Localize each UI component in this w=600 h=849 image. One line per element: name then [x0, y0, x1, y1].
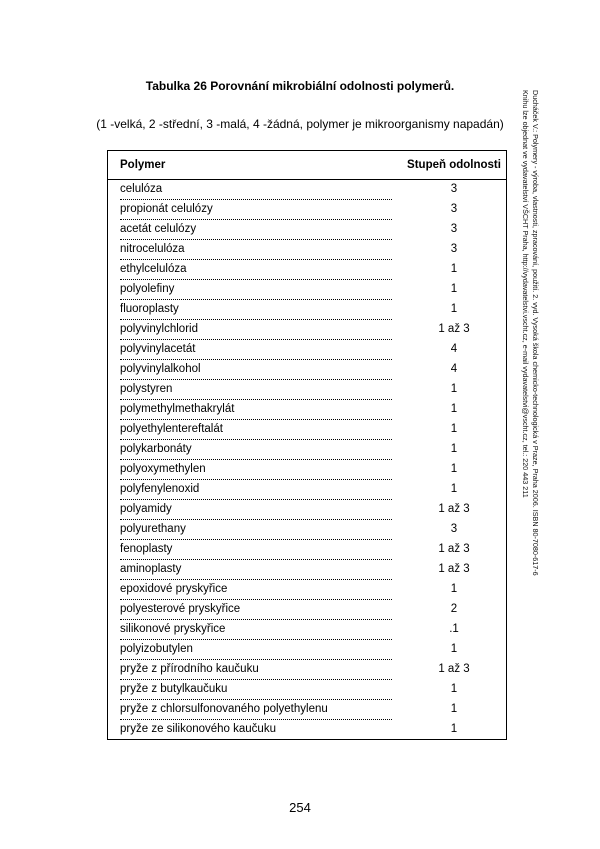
table-row [108, 680, 506, 700]
table-row [108, 200, 506, 220]
table-row [108, 440, 506, 460]
resistance-degree: 4 [450, 363, 458, 375]
table-row [108, 700, 506, 720]
table-row [108, 280, 506, 300]
resistance-degree: 3 [450, 523, 458, 535]
resistance-degree: 1 až 3 [438, 543, 470, 555]
table-row [108, 480, 506, 500]
table-row [108, 660, 506, 680]
polymer-name: polykarbonáty [120, 440, 392, 460]
resistance-degree: 3 [450, 203, 458, 215]
table-legend: (1 -velká, 2 -střední, 3 -malá, 4 -žádná, polymer je mikroorganismy napadán) [96, 117, 504, 131]
table-row [108, 500, 506, 520]
table-row [108, 720, 506, 740]
resistance-degree: 1 [450, 723, 458, 735]
polymer-name: ethylcelulóza [120, 260, 392, 280]
polymer-name: polyfenylenoxid [120, 480, 392, 500]
table-row [108, 400, 506, 420]
polymer-name: celulóza [120, 180, 392, 200]
polymer-name: pryže ze silikonového kaučuku [120, 720, 392, 740]
polymer-name: polymethylmethakrylát [120, 400, 392, 420]
citation-line-2: Knihu lze objednat ve vydavatelství VŠCHT Praha, http://vydavatelstvi.vscht.cz, e-mail vydavatelstvi@vscht.cz, tel.: 220 443 211 [521, 90, 530, 498]
table-title: Tabulka 26 Porovnání mikrobiální odolnosti polymerů. [145, 79, 455, 93]
resistance-degree: 1 až 3 [438, 323, 470, 335]
resistance-degree: 4 [450, 343, 458, 355]
polymer-name: fenoplasty [120, 540, 392, 560]
resistance-table [107, 150, 507, 740]
polymer-name: polyurethany [120, 520, 392, 540]
table-row [108, 520, 506, 540]
polymer-name: pryže z přírodního kaučuku [120, 660, 392, 680]
table-row [108, 460, 506, 480]
polymer-name: polyamidy [120, 500, 392, 520]
table-row [108, 600, 506, 620]
polymer-name: silikonové pryskyřice [120, 620, 392, 640]
resistance-degree: 1 [450, 463, 458, 475]
table-row [108, 560, 506, 580]
polymer-name: polyvinylalkohol [120, 360, 392, 380]
table-row [108, 340, 506, 360]
resistance-degree: 1 [450, 483, 458, 495]
polymer-name: acetát celulózy [120, 220, 392, 240]
polymer-name: polyvinylchlorid [120, 320, 392, 340]
polymer-name: polystyren [120, 380, 392, 400]
table-row [108, 360, 506, 380]
resistance-degree: 3 [450, 183, 458, 195]
resistance-degree: 3 [450, 243, 458, 255]
resistance-degree: 1 až 3 [438, 563, 470, 575]
resistance-degree: 1 [450, 643, 458, 655]
table-row [108, 380, 506, 400]
resistance-degree: 2 [450, 603, 458, 615]
table-row [108, 620, 506, 640]
polymer-name: fluoroplasty [120, 300, 392, 320]
table-row [108, 420, 506, 440]
polymer-name: propionát celulózy [120, 200, 392, 220]
resistance-degree: 1 [450, 423, 458, 435]
resistance-degree: .1 [449, 623, 459, 635]
table-header [108, 151, 506, 180]
polymer-name: polyethylentereftalát [120, 420, 392, 440]
resistance-degree: 1 až 3 [438, 503, 470, 515]
polymer-name: pryže z butylkaučuku [120, 680, 392, 700]
polymer-name: polyoxymethylen [120, 460, 392, 480]
resistance-degree: 1 [450, 283, 458, 295]
table-row [108, 300, 506, 320]
table-row [108, 240, 506, 260]
resistance-degree: 1 [450, 263, 458, 275]
polymer-name: nitrocelulóza [120, 240, 392, 260]
polymer-name: epoxidové pryskyřice [120, 580, 392, 600]
resistance-degree: 1 [450, 703, 458, 715]
citation-line-1: Ducháček V.: Polymery - výroba, vlastnosti, zpracování, použití. 2. vyd. Vysoká škola chemicko-technologická v Praze, Praha 2006. ISBN 80-7080-617-6 [531, 90, 540, 576]
polymer-name: aminoplasty [120, 560, 392, 580]
side-citation [520, 90, 540, 610]
table-body [108, 180, 506, 740]
page-number: 254 [289, 800, 311, 815]
table-row [108, 540, 506, 560]
resistance-degree: 3 [450, 223, 458, 235]
table-row [108, 320, 506, 340]
polymer-name: polyvinylacetát [120, 340, 392, 360]
table-row [108, 260, 506, 280]
resistance-degree: 1 [450, 403, 458, 415]
resistance-degree: 1 [450, 583, 458, 595]
resistance-degree: 1 [450, 383, 458, 395]
resistance-degree: 1 [450, 303, 458, 315]
header-degree: Stupeň odolnosti [407, 159, 501, 171]
table-row [108, 580, 506, 600]
polymer-name: pryže z chlorsulfonovaného polyethylenu [120, 700, 392, 720]
table-row [108, 220, 506, 240]
resistance-degree: 1 až 3 [438, 663, 470, 675]
resistance-degree: 1 [450, 683, 458, 695]
resistance-degree: 1 [450, 443, 458, 455]
polymer-name: polyizobutylen [120, 640, 392, 660]
table-row [108, 180, 506, 200]
table-row [108, 640, 506, 660]
header-polymer: Polymer [120, 159, 166, 171]
polymer-name: polyolefiny [120, 280, 392, 300]
polymer-name: polyesterové pryskyřice [120, 600, 392, 620]
